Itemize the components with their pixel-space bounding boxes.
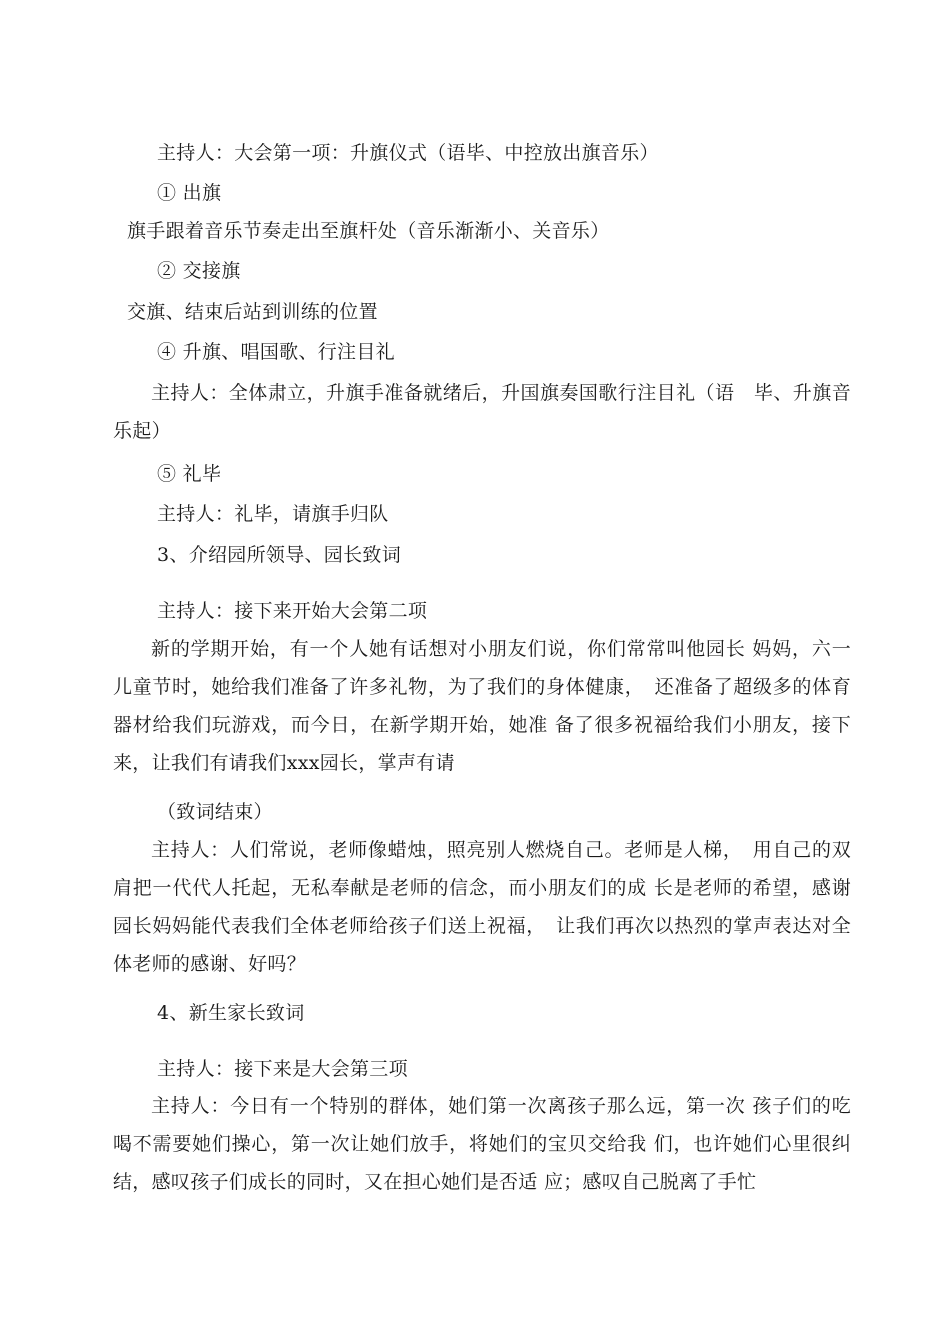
teacher-thanks-paragraph: 主持人：人们常说，老师像蜡烛，照亮别人燃烧自己。老师是人梯， 用自己的双肩把一代代人托起，无私奉献是老师的信念，而小朋友们的成 长是老师的希望，感谢园长妈妈能代表我们全体老师给孩子们送上祝福， 让我们再次以热烈的掌声表达对全体老师的感谢、好吗？ <box>113 839 851 975</box>
host-item-3-line: 主持人：接下来是大会第三项 <box>157 1058 408 1080</box>
host-salute-end-line: 主持人：礼毕，请旗手归队 <box>157 503 389 525</box>
speech-end-line: （致词结束） <box>157 801 273 823</box>
flag-bearer-line: 旗手跟着音乐节奏走出至旗杆处（音乐渐渐小、关音乐） <box>127 220 610 242</box>
step-flag-out: ① 出旗 <box>157 182 222 204</box>
host-item-1-line: 主持人：大会第一项：升旗仪式（语毕、中控放出旗音乐） <box>157 142 659 164</box>
new-parents-paragraph: 主持人：今日有一个特别的群体，她们第一次离孩子那么远，第一次 孩子们的吃喝不需要她们操心，第一次让她们放手，将她们的宝贝交给我 们，也许她们心里很纠结，感叹孩子们成长的同时，又在担心她们是否适 应；感叹自己脱离了手忙 <box>113 1095 851 1193</box>
step-salute-end: ⑤ 礼毕 <box>157 463 222 485</box>
principal-intro-paragraph: 新的学期开始，有一个人她有话想对小朋友们说，你们常常叫他园长 妈妈，六一儿童节时，她给我们准备了许多礼物，为了我们的身体健康， 还准备了超级多的体育器材给我们玩游戏，而今日，在新学期开始，她准 备了很多祝福给我们小朋友，接下来，让我们有请我们xxx园长，掌声有请 <box>113 638 851 774</box>
section-3-heading: 3、介绍园所领导、园长致词 <box>157 544 401 566</box>
handover-line: 交旗、结束后站到训练的位置 <box>127 301 378 323</box>
section-4-heading: 4、新生家长致词 <box>157 1002 305 1024</box>
host-item-2-line: 主持人：接下来开始大会第二项 <box>157 600 428 622</box>
step-raise-flag: ④ 升旗、唱国歌、行注目礼 <box>157 341 395 363</box>
step-flag-handover: ② 交接旗 <box>157 260 241 282</box>
flag-raising-paragraph: 主持人：全体肃立，升旗手准备就绪后，升国旗奏国歌行注目礼（语 毕、升旗音乐起） <box>113 382 851 442</box>
